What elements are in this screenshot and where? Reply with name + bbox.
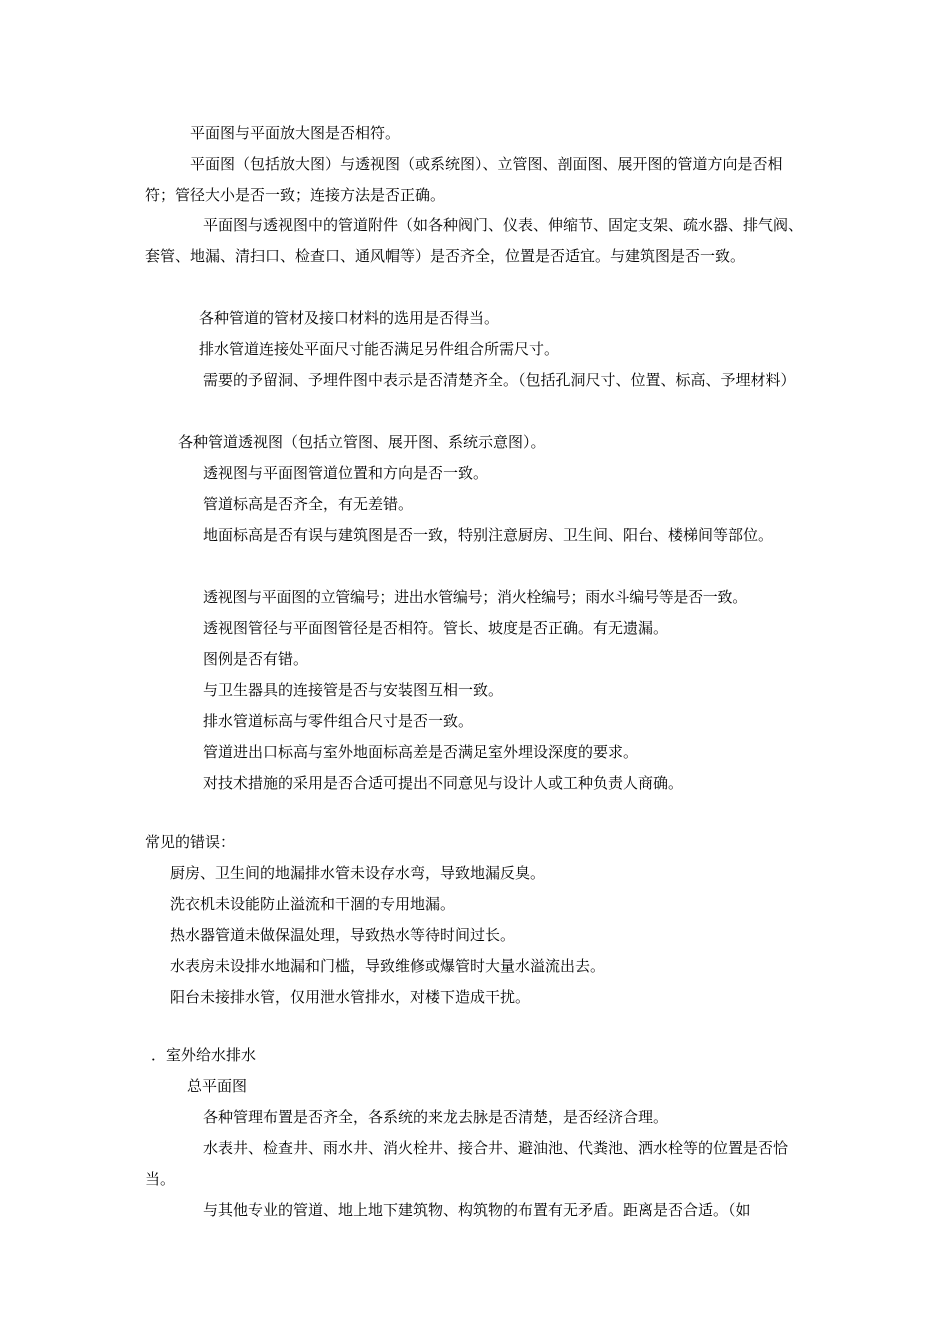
paragraph: 水表井、检查井、雨水井、消火栓井、接合井、避油池、代粪池、洒水栓等的位置是否恰当。 (145, 1139, 789, 1188)
paragraph: 各种管道的管材及接口材料的选用是否得当。 (199, 309, 500, 327)
list-item: 水表房未设排水地漏和门槛，导致维修或爆管时大量水溢流出去。 (170, 957, 606, 975)
paragraph: 管道标高是否齐全，有无差错。 (203, 495, 414, 513)
section-heading: 常见的错误： (145, 833, 236, 851)
paragraph: 平面图与平面放大图是否相符。 (190, 124, 401, 142)
list-item: 热水器管道未做保温处理，导致热水等待时间过长。 (170, 926, 516, 944)
paragraph: 各种管理布置是否齐全，各系统的来龙去脉是否清楚，是否经济合理。 (203, 1108, 669, 1126)
list-item: 厨房、卫生间的地漏排水管未设存水弯，导致地漏反臭。 (170, 864, 546, 882)
paragraph: 透视图管径与平面图管径是否相符。管长、坡度是否正确。有无遗漏。 (203, 619, 669, 637)
paragraph: 需要的予留洞、予埋件图中表示是否清楚齐全。（包括孔洞尺寸、位置、标高、予埋材料） (203, 371, 796, 389)
paragraph: 与其他专业的管道、地上地下建筑物、构筑物的布置有无矛盾。距离是否合适。（如 (203, 1201, 751, 1219)
subsection-heading: 总平面图 (187, 1077, 248, 1095)
paragraph: 对技术措施的采用是否合适可提出不同意见与设计人或工种负责人商确。 (203, 774, 684, 792)
paragraph: 透视图与平面图的立管编号；进出水管编号；消火栓编号；雨水斗编号等是否一致。 (203, 588, 747, 606)
list-item: 洗衣机未设能防止溢流和干涸的专用地漏。 (170, 895, 456, 913)
list-item: 阳台未接排水管，仅用泄水管排水，对楼下造成干扰。 (170, 988, 531, 1006)
section-heading: ．室外给水排水 (151, 1046, 257, 1064)
paragraph: 平面图与透视图中的管道附件（如各种阀门、仪表、伸缩节、固定支架、疏水器、排气阀、套管、地漏、清扫口、检查口、通风帽等）是否齐全，位置是否适宜。与建筑图是否一致。 (145, 216, 804, 265)
paragraph: 图例是否有错。 (203, 650, 309, 668)
paragraph: 排水管道连接处平面尺寸能否满足另件组合所需尺寸。 (199, 340, 560, 358)
paragraph: 管道进出口标高与室外地面标高差是否满足室外埋设深度的要求。 (203, 743, 639, 761)
paragraph: 与卫生器具的连接管是否与安装图互相一致。 (203, 681, 504, 699)
paragraph: 透视图与平面图管道位置和方向是否一致。 (203, 464, 489, 482)
paragraph: 排水管道标高与零件组合尺寸是否一致。 (203, 712, 474, 730)
paragraph: 平面图（包括放大图）与透视图（或系统图）、立管图、剖面图、展开图的管道方向是否相符；管径大小是否一致；连接方法是否正确。 (145, 155, 783, 204)
section-heading: 各种管道透视图（包括立管图、展开图、系统示意图）。 (178, 433, 546, 451)
paragraph: 地面标高是否有误与建筑图是否一致，特别注意厨房、卫生间、阳台、楼梯间等部位。 (203, 526, 774, 544)
